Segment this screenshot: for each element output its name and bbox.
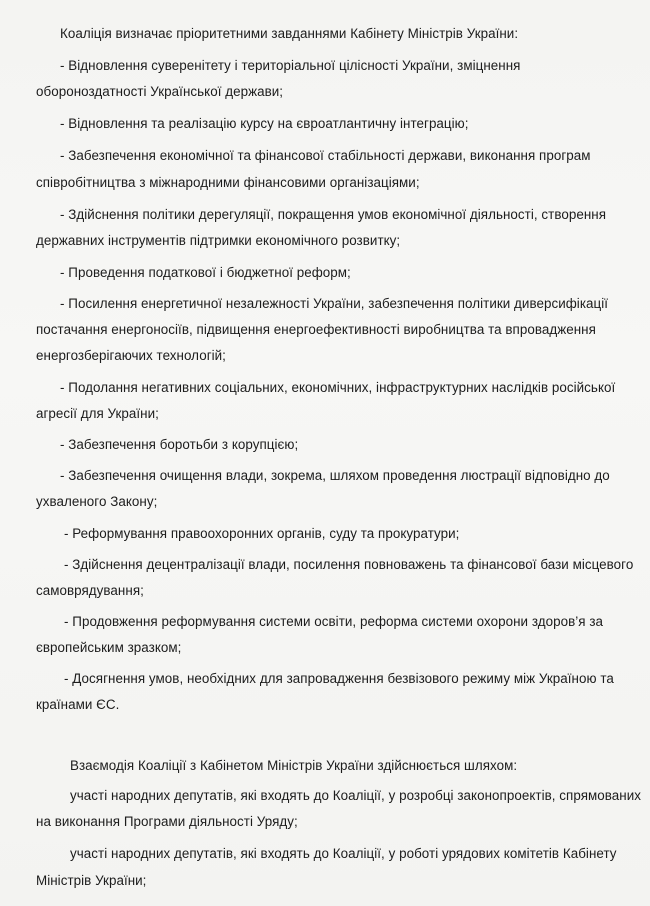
priority-item-6-line-3: енергозберігаючих технологій; [36,348,226,363]
priority-item-7-line-1: - Подолання негативних соціальних, економічних, інфраструктурних наслідків російської [60,380,616,395]
priority-item-3-line-2: співробітництва з міжнародними фінансовими організаціями; [36,175,420,190]
priority-item-9-line-2: ухваленого Закону; [36,494,158,509]
priority-item-6-line-1: - Посилення енергетичної незалежності України, забезпечення політики диверсифікації [60,296,609,311]
interaction-item-1-line-2: на виконання Програми діяльності Уряду; [36,814,298,829]
interaction-intro: Взаємодія Коаліції з Кабінетом Міністрів України здійснюється шляхом: [70,758,518,773]
priority-item-9-line-1: - Забезпечення очищення влади, зокрема, шляхом проведення люстрації відповідно до [60,468,610,483]
priority-item-10-line-1: - Реформування правоохоронних органів, суду та прокуратури; [64,526,460,541]
priority-item-11-line-1: - Здійснення децентралізації влади, посилення повноважень та фінансової бази місцевого [64,557,634,572]
priority-item-1-line-2: обороноздатності Української держави; [36,84,284,99]
priority-item-11-line-2: самоврядування; [36,583,144,598]
priority-item-6-line-2: постачання енергоносіїв, підвищення енергоефективності виробництва та впровадження [36,322,596,337]
priority-item-5-line-1: - Проведення податкової і бюджетної реформ; [60,265,351,280]
interaction-item-2-line-1: участі народних депутатів, які входять до Коаліції, у роботі урядових комітетів Кабінету [70,846,617,861]
priority-item-12-line-1: - Продовження реформування системи освіти, реформа системи охорони здоров’я за [64,614,604,629]
interaction-item-1-line-1: участі народних депутатів, які входять до Коаліції, у розробці законопроектів, спрямованих [70,788,641,803]
priority-item-7-line-2: агресії для України; [36,406,159,421]
priority-item-4-line-1: - Здійснення політики дерегуляції, покращення умов економічної діяльності, створення [60,207,607,222]
priority-item-4-line-2: державних інструментів підтримки економічного розвитку; [36,233,401,248]
priority-item-1-line-1: - Відновлення суверенітету і територіальної цілісності України, зміцнення [60,58,521,73]
priority-item-12-line-2: європейським зразком; [36,640,182,655]
priority-item-13-line-2: країнами ЄС. [36,697,120,712]
priority-item-3-line-1: - Забезпечення економічної та фінансової стабільності держави, виконання програм [60,148,591,163]
priority-item-8-line-1: - Забезпечення боротьби з корупцією; [60,437,299,452]
priority-item-2-line-1: - Відновлення та реалізацію курсу на євроатлантичну інтеграцію; [60,116,469,131]
priorities-intro: Коаліція визначає пріоритетними завданнями Кабінету Міністрів України: [60,26,519,41]
priority-item-13-line-1: - Досягнення умов, необхідних для запровадження безвізового режиму між Україною та [64,671,614,686]
interaction-item-2-line-2: Міністрів України; [36,873,147,888]
